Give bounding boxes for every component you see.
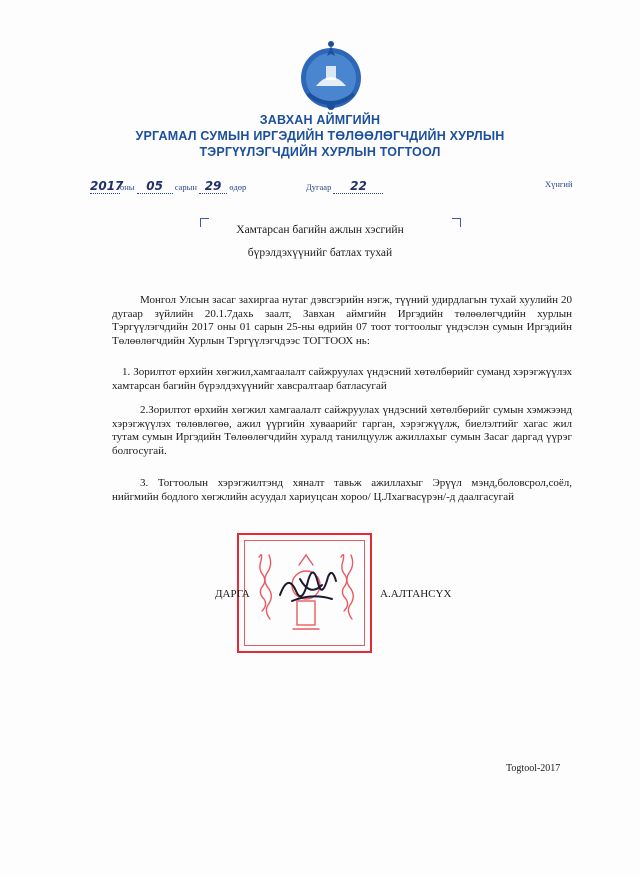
signer-title: ДАРГА <box>215 588 250 600</box>
number-field <box>306 179 383 194</box>
date-day: 29 <box>199 179 227 194</box>
date-field <box>90 179 246 194</box>
body-paragraph-item-1: 1. Зорилтот өрхийн хөгжил,хамгаалалт сайжруулах үндэсний хөтөлбөрийг суманд хэрэгжүүлэх хамтарсан багийн бүрэлдэхүүнийг хавсралтаар батласугай <box>112 366 572 392</box>
document-title-line-1: Хамтарсан багийн ажлын хэсгийн <box>236 224 404 236</box>
document-code: Togtool-2017 <box>506 763 561 774</box>
body-paragraph-item-2: 2.Зорилтот өрхийн хөгжил хамгаалалт сайжруулах үндэсний хөтөлбөрийг сумын хэмжээнд хэрэгжүүлэх төлөвлөгөө, ажил үүргийн хуваарийг гарган, хэрэгжүүлж, биелэлтийг хагас жил тутам сумын Иргэдийн Төлөөлөгчдийн хуралд танилцуулж ажиллахыг сумын Засаг даргад үүрэг болгосугай. <box>112 404 572 457</box>
date-year-suffix: оны <box>120 182 135 192</box>
signer-name: А.АЛТАНСҮХ <box>380 588 452 600</box>
document-title-line-2: бүрэлдэхүүнийг батлах тухай <box>247 247 393 259</box>
date-year: 2017 <box>90 179 124 193</box>
header-line-2: УРГАМАЛ СУМЫН ИРГЭДИЙН ТӨЛӨӨЛӨГЧДИЙН ХУРЛЫН <box>135 129 505 143</box>
date-month: 05 <box>137 179 173 194</box>
number-value: 22 <box>333 179 383 194</box>
place-field: Хүнгий <box>545 179 573 189</box>
date-day-suffix: өдөр <box>229 182 247 192</box>
handwritten-signature-icon <box>270 565 350 615</box>
header-line-3: ТЭРГҮҮЛЭГЧДИЙН ХУРЛЫН ТОГТООЛ <box>199 145 441 159</box>
body-paragraph-preamble: Монгол Улсын засаг захиргаа нутаг дэвсгэрийн нэгж, түүний удирдлагын тухай хуулийн 20 дугаар зүйлийн 20.1.7дахь заалт, Завхан аймгийн Иргэдийн төлөөлөгчдийн хурлын Тэргүүлэгчдийн 2017 оны 01 сарын 25-ны өдрийн 07 тоот тогтоолыг үндэслэн сумын Иргэдийн Төлөөлөгчдийн Хурлын Тэргүүлэгчдээс ТОГТООХ нь: <box>112 294 572 347</box>
body-paragraph-item-3: 3. Тогтоолын хэрэгжилтэнд хяналт тавьж ажиллахыг Эрүүл мэнд,боловсрол,соёл, нийгмийн бодлого хөгжлийн асуудал хариуцсан хороо/ Ц.Лхагвасүрэн/-д даалгасугай <box>112 477 572 503</box>
number-label: Дугаар <box>306 182 332 192</box>
header-line-1: ЗАВХАН АЙМГИЙН <box>259 113 381 127</box>
state-emblem-icon <box>296 38 366 112</box>
date-month-suffix: сарын <box>174 182 197 192</box>
